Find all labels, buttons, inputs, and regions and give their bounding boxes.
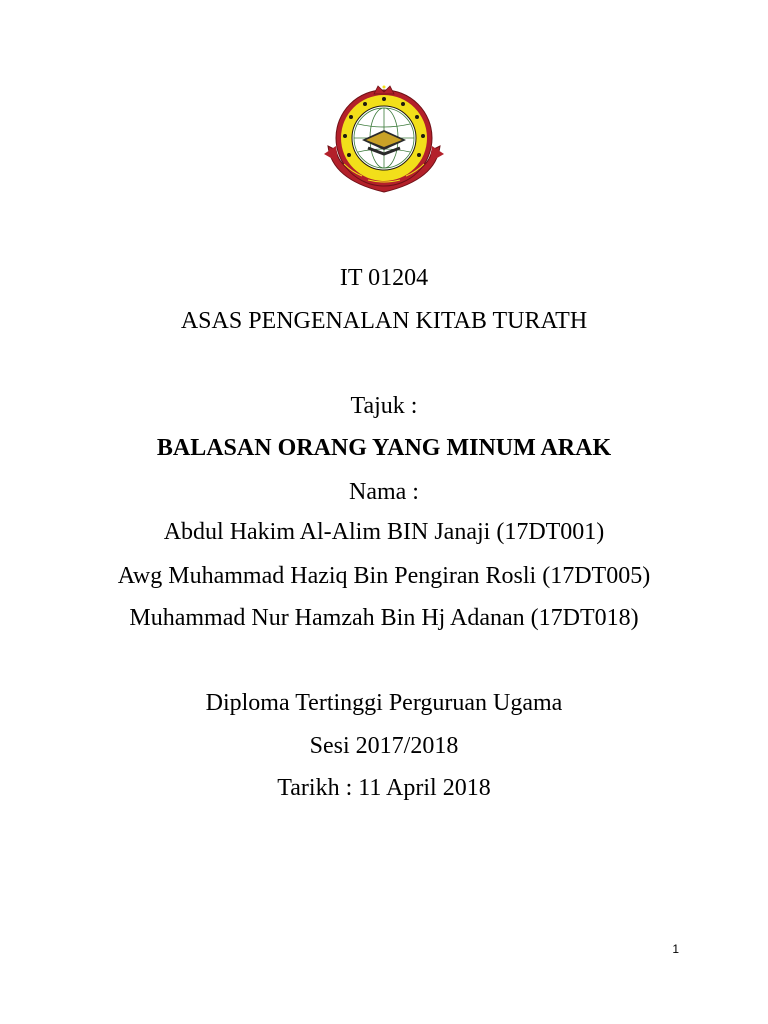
member-name: Abdul Hakim Al-Alim BIN Janaji (17DT001) xyxy=(163,519,605,545)
member-name: Muhammad Nur Hamzah Bin Hj Adanan (17DT018) xyxy=(129,605,639,631)
members-label: Nama : xyxy=(349,479,419,505)
program-name: Diploma Tertinggi Perguruan Ugama xyxy=(205,690,563,716)
session: Sesi 2017/2018 xyxy=(309,733,459,759)
page-number: 1 xyxy=(672,942,679,956)
course-name: ASAS PENGENALAN KITAB TURATH xyxy=(180,308,588,334)
submission-date: Tarikh : 11 April 2018 xyxy=(277,775,491,801)
member-name: Awg Muhammad Haziq Bin Pengiran Rosli (17DT005) xyxy=(117,563,651,589)
course-code: IT 01204 xyxy=(339,265,429,291)
institution-crest-icon xyxy=(322,84,446,196)
topic-label: Tajuk : xyxy=(350,393,418,419)
topic-title: BALASAN ORANG YANG MINUM ARAK xyxy=(156,435,612,461)
